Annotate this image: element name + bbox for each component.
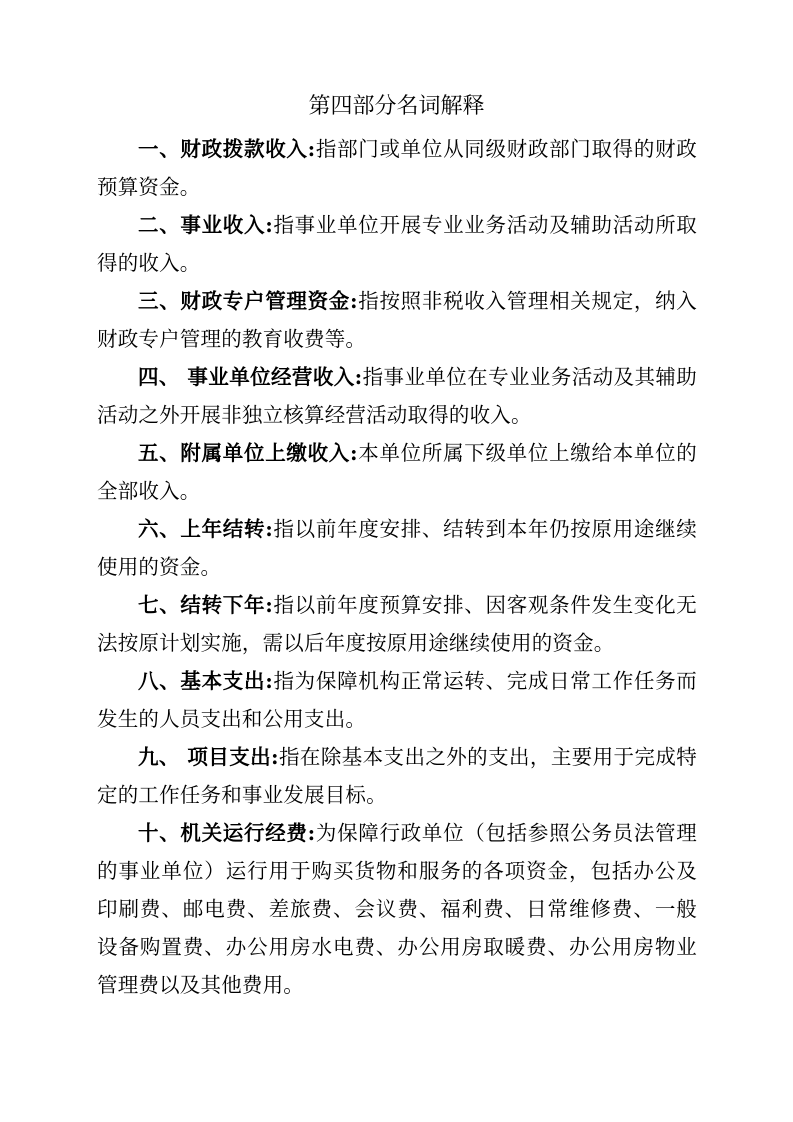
definition-item (97, 586, 697, 662)
definition-text: 指事业单位在专业业务活动及其辅助活动之外开展非独立核算经营活动取得的收入。 (97, 365, 697, 427)
definition-term: 九、 项目支出: (138, 745, 279, 769)
definition-term: 八、基本支出: (138, 669, 273, 693)
definitions-list (97, 130, 697, 1004)
definition-item (97, 814, 697, 1004)
definition-text: 指以前年度预算安排、因客观条件发生变化无法按原计划实施，需以后年度按原用途继续使用的资金。 (97, 593, 698, 655)
definition-term: 十、机关运行经费: (138, 821, 316, 845)
definition-item (97, 282, 697, 358)
definition-item (97, 738, 697, 814)
definition-item (97, 130, 697, 206)
definition-term: 四、 事业单位经营收入: (138, 365, 363, 389)
definition-text: 指为保障机构正常运转、完成日常工作任务而发生的人员支出和公用支出。 (97, 669, 698, 731)
definition-term: 六、上年结转: (138, 517, 273, 541)
definition-text: 指按照非税收入管理相关规定，纳入财政专户管理的教育收费等。 (97, 289, 697, 351)
definition-text: 本单位所属下级单位上缴给本单位的全部收入。 (97, 441, 697, 503)
definition-item (97, 358, 697, 434)
definition-term: 七、结转下年: (138, 593, 273, 617)
definition-term: 三、财政专户管理资金: (138, 289, 358, 313)
definition-text: 指事业单位开展专业业务活动及辅助活动所取得的收入。 (97, 213, 698, 275)
definition-item (97, 206, 697, 282)
definition-term: 一、财政拨款收入: (138, 137, 316, 161)
page-title: 第四部分名词解释 (308, 94, 485, 119)
definition-item (97, 510, 697, 586)
definition-term: 二、事业收入: (138, 213, 273, 237)
definition-text: 指在除基本支出之外的支出，主要用于完成特定的工作任务和事业发展目标。 (97, 745, 697, 807)
definition-item (97, 662, 697, 738)
definition-text: 指以前年度安排、结转到本年仍按原用途继续使用的资金。 (97, 517, 698, 579)
definition-text: 为保障行政单位（包括参照公务员法管理的事业单位）运行用于购买货物和服务的各项资金，包括办公及印刷费、邮电费、差旅费、会议费、福利费、日常维修费、一般设备购置费、办公用房水电费、办公用房取暖费、办公用房物业管理费以及其他费用。 (97, 821, 697, 997)
definition-text: 指部门或单位从同级财政部门取得的财政预算资金。 (97, 137, 697, 199)
definition-item (97, 434, 697, 510)
definition-term: 五、附属单位上缴收入: (138, 441, 358, 465)
